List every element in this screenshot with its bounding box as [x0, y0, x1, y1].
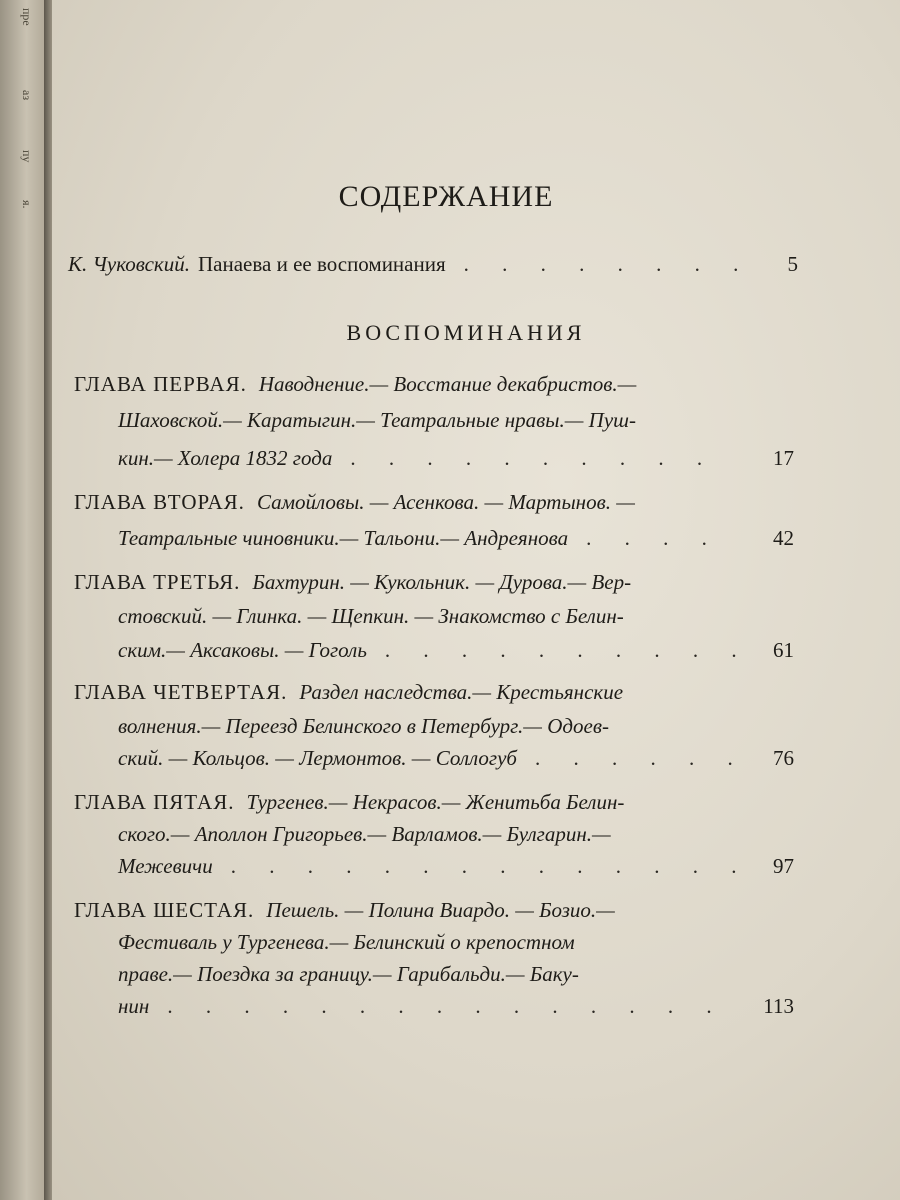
chapter-topics: ский. — Кольцов. — Лермонтов. — Соллогуб [118, 746, 517, 770]
left-page-fragment: пре [20, 8, 34, 26]
page-number: 42 [773, 526, 794, 550]
book-page [52, 0, 900, 1200]
toc-entry-chapter-3 [74, 570, 794, 602]
left-page-fragment: пу [20, 150, 34, 163]
page-number: 17 [773, 446, 794, 470]
toc-line [118, 962, 794, 994]
leader-dots [464, 252, 740, 277]
chapter-topics: кин.— Холера 1832 года [118, 446, 333, 470]
toc-line [118, 526, 794, 558]
toc-line [118, 714, 794, 746]
toc-entry-chapter-1 [74, 372, 794, 404]
page-title: СОДЕРЖАНИЕ [338, 180, 554, 213]
leader-dots [535, 746, 736, 771]
chapter-heading: ГЛАВА ШЕСТАЯ. [74, 898, 255, 922]
toc-entry-chapter-5 [74, 790, 794, 822]
leader-dots [350, 446, 736, 471]
chapter-heading: ГЛАВА ПЯТАЯ. [74, 790, 235, 814]
toc-line [118, 746, 794, 778]
chapter-topics: Шаховской.— Каратыгин.— Театральные нравы.— Пуш- [118, 408, 636, 432]
chapter-topics: Тургенев.— Некрасов.— Женитьба Белин- [246, 790, 625, 814]
toc-line [118, 638, 794, 670]
page-number: 76 [773, 746, 794, 770]
toc-line [118, 930, 794, 962]
intro-author: К. Чуковский. [68, 252, 190, 276]
chapter-topics: Пешель. — Полина Виардо. — Бозио.— [266, 898, 615, 922]
chapter-topics: стовский. — Глинка. — Щепкин. — Знакомство с Белин- [118, 604, 624, 628]
chapter-topics: волнения.— Переезд Белинского в Петербург.— Одоев- [118, 714, 609, 738]
chapter-heading: ГЛАВА ВТОРАЯ. [74, 490, 245, 514]
toc-line [118, 822, 794, 854]
toc-entry-chapter-6 [74, 898, 794, 930]
chapter-topics: Межевичи [118, 854, 213, 878]
toc-entry-intro [68, 252, 798, 284]
leader-dots [231, 854, 736, 879]
section-title: ВОСПОМИНАНИЯ [346, 320, 586, 345]
toc-line [118, 994, 794, 1026]
page-number: 113 [763, 994, 794, 1018]
leader-dots [167, 994, 736, 1019]
leader-dots [586, 526, 736, 551]
chapter-topics: ского.— Аполлон Григорьев.— Варламов.— Булгарин.— [118, 822, 611, 846]
chapter-topics: нин [118, 994, 150, 1018]
page-number: 61 [773, 638, 794, 662]
toc-line [118, 408, 794, 440]
chapter-topics: Фестиваль у Тургенева.— Белинский о крепостном [118, 930, 575, 954]
left-page-fragment: аз [20, 90, 34, 101]
toc-line [118, 854, 794, 886]
chapter-topics: праве.— Поездка за границу.— Гарибальди.— Баку- [118, 962, 579, 986]
toc-entry-chapter-4 [74, 680, 794, 712]
toc-line [118, 446, 794, 478]
leader-dots [385, 638, 736, 663]
chapter-topics: Наводнение.— Восстание декабристов.— [258, 372, 637, 396]
page-number: 97 [773, 854, 794, 878]
chapter-topics: ским.— Аксаковы. — Гоголь [118, 638, 367, 662]
intro-title: Панаева и ее воспоминания [198, 252, 446, 276]
toc-line [118, 604, 794, 636]
page-number: 5 [787, 252, 798, 276]
chapter-topics: Раздел наследства.— Крестьянские [299, 680, 624, 704]
chapter-topics: Самойловы. — Асенкова. — Мартынов. — [256, 490, 635, 514]
toc-entry-chapter-2 [74, 490, 794, 522]
chapter-heading: ГЛАВА ТРЕТЬЯ. [74, 570, 241, 594]
chapter-heading: ГЛАВА ЧЕТВЕРТАЯ. [74, 680, 288, 704]
left-page-fragment: я. [20, 200, 34, 209]
chapter-topics: Бахтурин. — Кукольник. — Дурова.— Вер- [252, 570, 632, 594]
chapter-topics: Театральные чиновники.— Тальони.— Андреянова [118, 526, 569, 550]
chapter-heading: ГЛАВА ПЕРВАЯ. [74, 372, 247, 396]
